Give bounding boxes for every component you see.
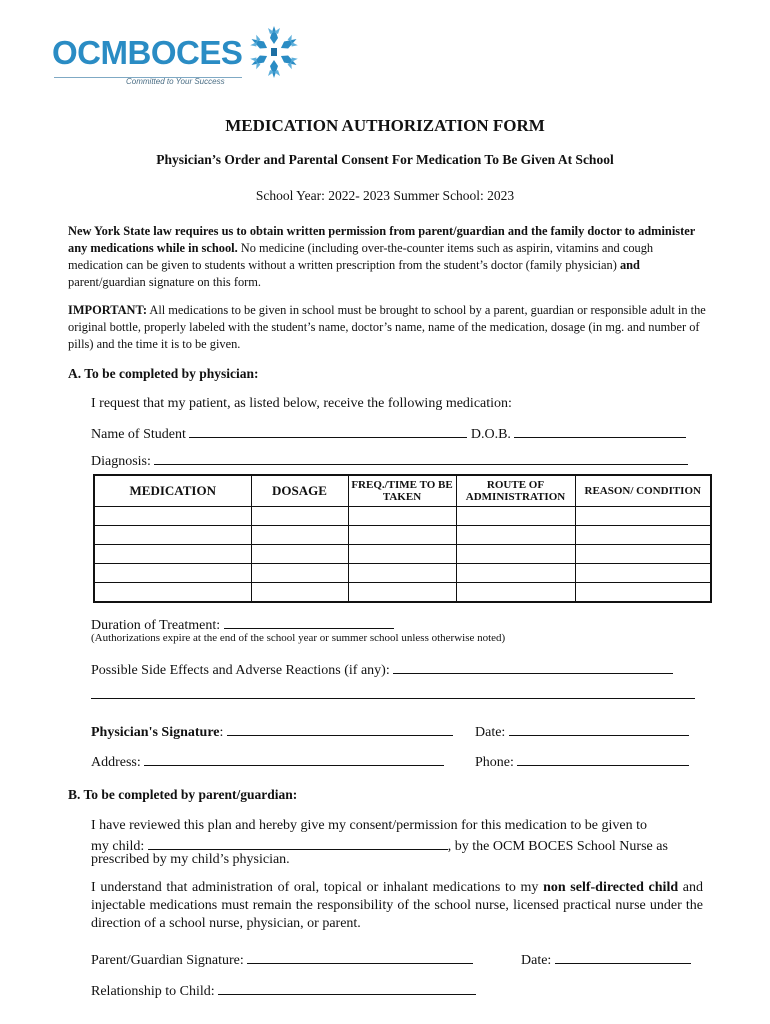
duration-label: Duration of Treatment: (91, 618, 221, 633)
medication-cell[interactable] (94, 564, 251, 583)
reason-cell[interactable] (575, 545, 711, 564)
law-text-2: parent/guardian signature on this form. (68, 275, 262, 289)
duration-row (91, 614, 394, 634)
relationship-label: Relationship to Child: (91, 984, 215, 999)
section-a-heading: A. To be completed by physician: (68, 366, 259, 381)
my-child-label: my child: (91, 839, 145, 854)
medication-cell[interactable] (94, 583, 251, 603)
logo-tagline: Committed to Your Success (126, 77, 225, 86)
phone-label: Phone: (475, 755, 514, 770)
medication-cell[interactable] (94, 507, 251, 526)
side-effects-field[interactable] (393, 659, 673, 674)
understand-paragraph (91, 879, 703, 933)
parent-signature-row (91, 949, 473, 969)
reason-cell[interactable] (575, 564, 711, 583)
medication-table (93, 474, 712, 603)
student-name-field[interactable] (189, 423, 467, 438)
frequency-cell[interactable] (348, 526, 456, 545)
address-label: Address: (91, 755, 141, 770)
consent-line-1: I have reviewed this plan and hereby give my consent/permission for this medication to be given to (91, 818, 647, 833)
diagnosis-row (91, 450, 688, 470)
header-route: ROUTE OF ADMINISTRATION (456, 475, 575, 507)
form-title: MEDICATION AUTHORIZATION FORM (225, 116, 545, 135)
side-effects-row (91, 659, 673, 679)
duration-field[interactable] (224, 614, 394, 629)
diagnosis-field[interactable] (154, 450, 688, 465)
reason-cell[interactable] (575, 526, 711, 545)
table-row (94, 583, 711, 603)
physician-date-row (475, 721, 689, 741)
side-effects-label: Possible Side Effects and Adverse Reactions (if any): (91, 663, 390, 678)
physician-date-field[interactable] (509, 721, 689, 736)
header-frequency: FREQ./TIME TO BE TAKEN (348, 475, 456, 507)
consent-line-2-tail: , by the OCM BOCES School Nurse as (447, 839, 668, 854)
parent-date-field[interactable] (555, 949, 691, 964)
dosage-cell[interactable] (251, 564, 348, 583)
important-text: All medications to be given in school must be brought to school by a parent, guardian or responsible adult in the original bottle, properly labeled with the student’s name, doctor’s name, name of the medication, dosage (in mg. and number of pills) and the time it is to be given. (68, 303, 706, 351)
understand-text-1: I understand that administration of oral, topical or inhalant medications to my (91, 880, 544, 895)
route-cell[interactable] (456, 507, 575, 526)
consent-line-3: prescribed by my child’s physician. (91, 852, 290, 867)
law-paragraph (68, 223, 708, 291)
law-text-1: No medicine (including over-the-counter items such as aspirin, vitamins and cough medication can be given to students without a written prescription from the student’s doctor (family physician) (68, 241, 654, 272)
important-paragraph (68, 302, 708, 353)
understand-bold: non self-directed child (543, 880, 679, 895)
law-bold: New York State law requires us to obtain written permission from parent/guardian and the family doctor to administer any medications while in school. (68, 224, 695, 255)
duration-note: (Authorizations expire at the end of the school year or summer school unless otherwise noted) (91, 632, 506, 644)
physician-request: I request that my patient, as listed below, receive the following medication: (91, 396, 512, 411)
dosage-cell[interactable] (251, 583, 348, 603)
header-reason: REASON/ CONDITION (575, 475, 711, 507)
table-row (94, 564, 711, 583)
relationship-row (91, 980, 476, 1000)
medication-cell[interactable] (94, 526, 251, 545)
header-dosage: DOSAGE (251, 475, 348, 507)
medication-table-header (94, 475, 711, 507)
physician-signature-row: Physician's Signature: (91, 721, 453, 741)
ocmboces-logo (52, 22, 312, 92)
parent-date-label: Date: (521, 953, 552, 968)
dosage-cell[interactable] (251, 526, 348, 545)
student-name-row (91, 423, 686, 443)
table-row (94, 507, 711, 526)
form-subtitle: Physician’s Order and Parental Consent For Medication To Be Given At School (156, 152, 614, 167)
dosage-cell[interactable] (251, 545, 348, 564)
route-cell[interactable] (456, 583, 575, 603)
address-row (91, 751, 444, 771)
important-label: IMPORTANT: (68, 303, 147, 317)
diagnosis-label: Diagnosis: (91, 454, 151, 469)
address-field[interactable] (144, 751, 444, 766)
child-name-field[interactable] (148, 835, 448, 850)
header-medication: MEDICATION (94, 475, 251, 507)
student-name-label: Name of Student (91, 427, 186, 442)
dosage-cell[interactable] (251, 507, 348, 526)
dob-field[interactable] (514, 423, 686, 438)
law-bold-2: and (619, 258, 640, 272)
school-year: School Year: 2022- 2023 Summer School: 2023 (255, 188, 515, 203)
section-b-heading: B. To be completed by parent/guardian: (68, 787, 298, 802)
frequency-cell[interactable] (348, 583, 456, 603)
route-cell[interactable] (456, 526, 575, 545)
table-row (94, 545, 711, 564)
phone-field[interactable] (517, 751, 689, 766)
frequency-cell[interactable] (348, 564, 456, 583)
physician-signature-field[interactable] (227, 721, 453, 736)
medication-cell[interactable] (94, 545, 251, 564)
phone-row (475, 751, 689, 771)
reason-cell[interactable] (575, 583, 711, 603)
parent-signature-field[interactable] (247, 949, 473, 964)
frequency-cell[interactable] (348, 545, 456, 564)
reason-cell[interactable] (575, 507, 711, 526)
snowflake-icon (248, 24, 300, 80)
side-effects-line-2[interactable] (91, 698, 695, 699)
route-cell[interactable] (456, 564, 575, 583)
dob-label: D.O.B. (470, 427, 511, 442)
relationship-field[interactable] (218, 980, 476, 995)
physician-date-label: Date: (475, 725, 506, 740)
route-cell[interactable] (456, 545, 575, 564)
table-row (94, 526, 711, 545)
frequency-cell[interactable] (348, 507, 456, 526)
logo-wordmark: OCMBOCES (52, 34, 243, 71)
understand-text-2: and injectable medications must remain the responsibility of the school nurse, licensed practical nurse under the direction of a school nurse, physician, or parent. (91, 880, 703, 931)
parent-date-row (521, 949, 691, 969)
parent-signature-label: Parent/Guardian Signature: (91, 953, 244, 968)
physician-signature-label: Physician's Signature (91, 725, 220, 740)
